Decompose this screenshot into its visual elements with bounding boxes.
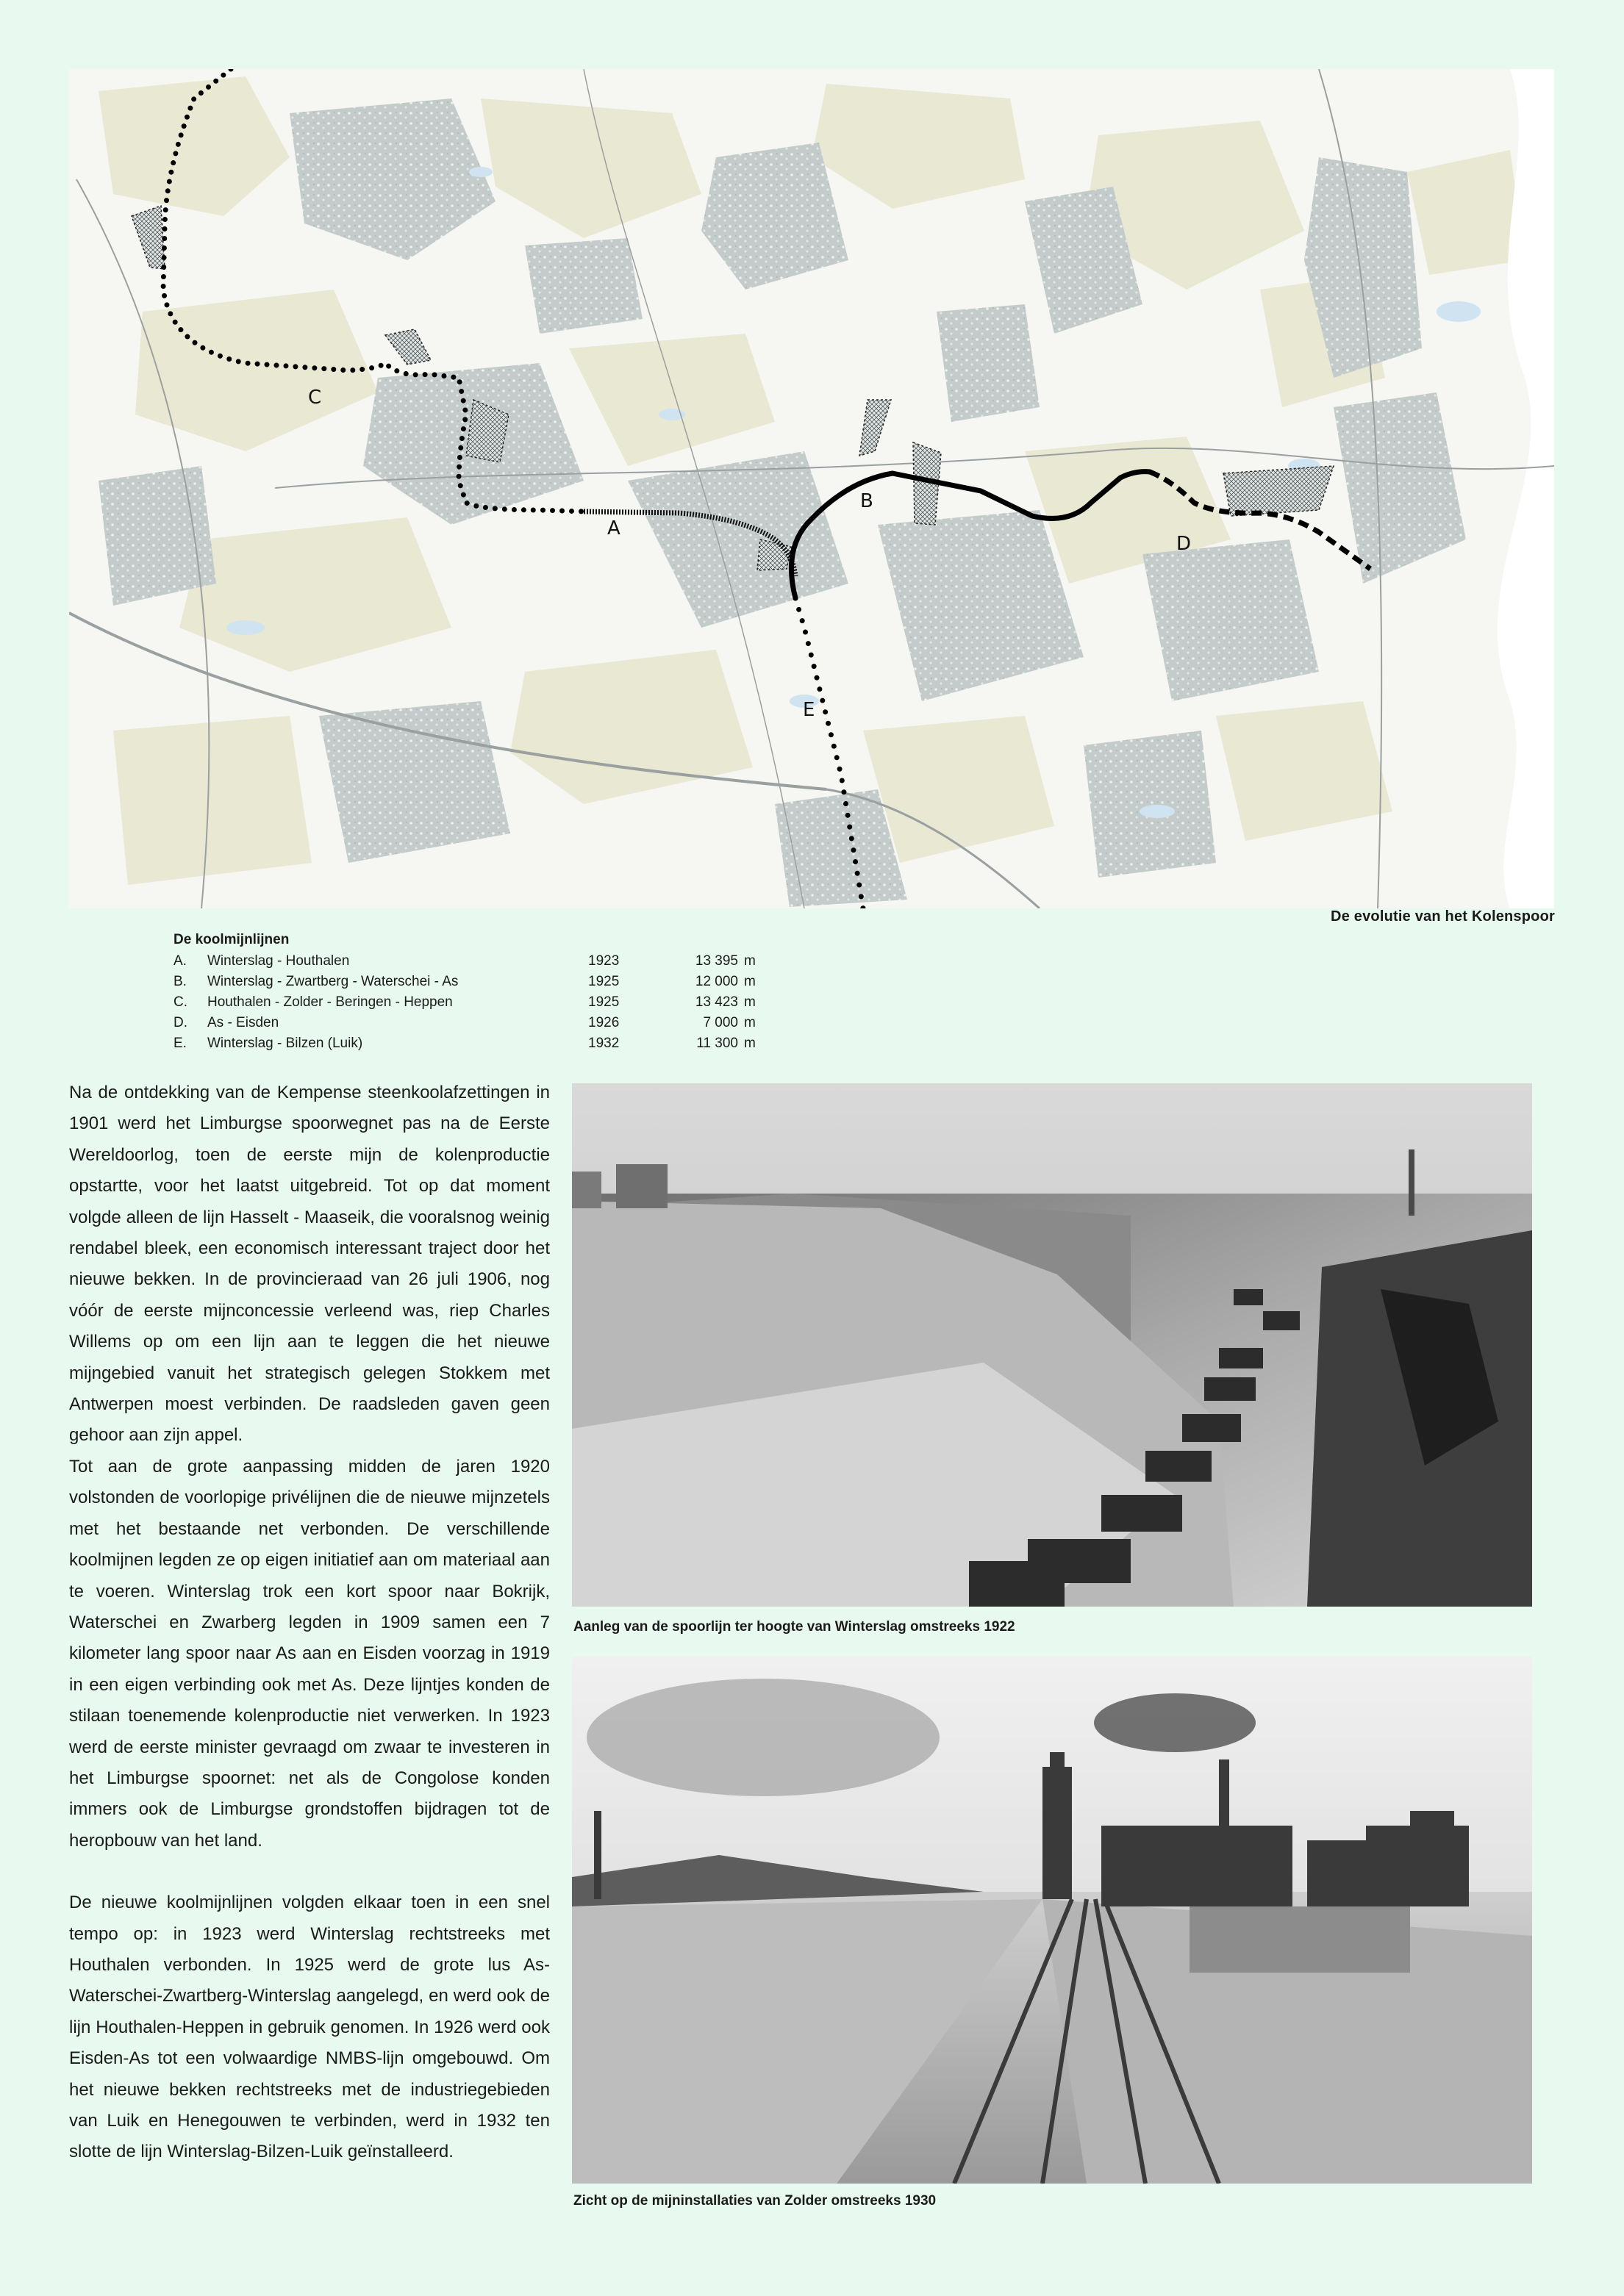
legend-unit: m [744, 974, 756, 989]
photo-caption: Zicht op de mijninstallaties van Zolder omstreeks 1930 [573, 2193, 937, 2209]
legend-code: B. [174, 974, 187, 989]
legend-unit: m [744, 953, 756, 969]
legend-row [174, 951, 756, 972]
legend-row [174, 972, 756, 992]
article-paragraph: Tot aan de grote aanpassing midden de jaren 1920 volstonden de voorlopige privélijnen die de nieuwe mijnzetels met het bestaande net verbonden. De verschillende koolmijnen legden ze op eigen initiatief aan om materiaal aan te voeren. Winterslag trok een kort spoor naar Bokrijk, Waterschei en Zwarberg legden in 1909 samen een 7 kilometer lang spoor naar As aan en Eisden voorzag in 1919 in een eigen verbinding ook met As. Deze lijntjes konden de stilaan toenemende kolenproductie niet verwerken. In 1923 werd de eerste minister gevraagd om zwaar te investeren in het Limburgse spoornet: net als de Congolose konden immers ook de Limburgse grondstoffen bijdragen tot de heropbouw van het land. [69, 1456, 550, 1851]
route-label-d: D [1176, 533, 1192, 555]
rail-evolution-map [69, 69, 1554, 908]
route-label-b: B [860, 490, 873, 512]
legend-unit: m [744, 1015, 756, 1030]
legend-route-name: Winterslag - Zwartberg - Waterschei - As [207, 974, 459, 989]
route-label-c: C [308, 387, 322, 409]
legend-length: 13 395 [695, 953, 738, 969]
article-paragraph: Na de ontdekking van de Kempense steenkoolafzettingen in 1901 werd het Limburgse spoorwegnet pas na de Eerste Wereldoorlog, toen de eerste mijn de kolenproductie opstartte, voor het laatst uitgebreid. Tot op dat moment volgde alleen de lijn Hasselt - Maaseik, die vooralsnog weinig rendabel bleek, een economisch interessant traject door het nieuwe bekken. In de provincieraad van 26 juli 1906, nog vóór de eerste mijnconcessie verleend was, riep Charles Willems op om een lijn aan te leggen die het nieuwe mijngebied vanuit het strategisch gelegen Stokkem met Antwerpen moest verbinden. De raadsleden gaven geen gehoor aan zijn appel. [69, 1083, 550, 1446]
legend-route-name: Winterslag - Houthalen [207, 953, 350, 969]
article-paragraph: De nieuwe koolmijnlijnen volgden elkaar toen in een snel tempo op: in 1923 werd Winterslag rechtstreeks met Houthalen verbonden. In 1925 werd de grote lus As-Waterschei-Zwartberg-Winterslag aangelegd, en werd ook de lijn Houthalen-Heppen in gebruik genomen. In 1926 werd ook Eisden-As tot een volwaardige NMBS-lijn omgebouwd. Om het nieuwe bekken rechtstreeks met de industriegebieden van Luik en Henegouwen te verbinden, werd in 1932 ten slotte de lijn Winterslag-Bilzen-Luik geïnstalleerd. [69, 1893, 550, 2162]
map-canvas [69, 69, 1554, 908]
photo-zolder-mine [572, 1657, 1532, 2184]
legend-year: 1923 [588, 953, 620, 969]
legend-year: 1932 [588, 1036, 620, 1051]
legend-row [174, 1013, 756, 1033]
map-caption: De evolutie van het Kolenspoor [1331, 908, 1555, 925]
legend-code: A. [174, 953, 187, 969]
legend-year: 1926 [588, 1015, 620, 1030]
legend-row [174, 1033, 756, 1054]
legend-length: 12 000 [695, 974, 738, 989]
photo-railway-construction-image [572, 1083, 1532, 1607]
photo-zolder-mine-image [572, 1657, 1532, 2184]
legend-code: C. [174, 994, 187, 1010]
route-label-e: E [803, 699, 815, 721]
legend-length: 13 423 [695, 994, 738, 1010]
legend-code: E. [174, 1036, 187, 1051]
mine-site-eisden [1223, 466, 1334, 516]
legend-code: D. [174, 1015, 187, 1030]
legend-year: 1925 [588, 974, 620, 989]
route-label-a: A [607, 517, 620, 539]
legend-year: 1925 [588, 994, 620, 1010]
article-body [69, 1077, 550, 2168]
legend-length: 7 000 [703, 1015, 738, 1030]
legend-unit: m [744, 1036, 756, 1051]
legend-route-name: Houthalen - Zolder - Beringen - Heppen [207, 994, 453, 1010]
legend-row [174, 992, 756, 1013]
legend-unit: m [744, 994, 756, 1010]
legend-title: De koolmijnlijnen [174, 932, 290, 947]
route-legend [174, 932, 756, 1054]
photo-railway-construction [572, 1083, 1532, 1607]
legend-route-name: As - Eisden [207, 1015, 279, 1030]
legend-route-name: Winterslag - Bilzen (Luik) [207, 1036, 363, 1051]
legend-length: 11 300 [696, 1036, 738, 1051]
photo-caption: Aanleg van de spoorlijn ter hoogte van Winterslag omstreeks 1922 [573, 1619, 1015, 1635]
